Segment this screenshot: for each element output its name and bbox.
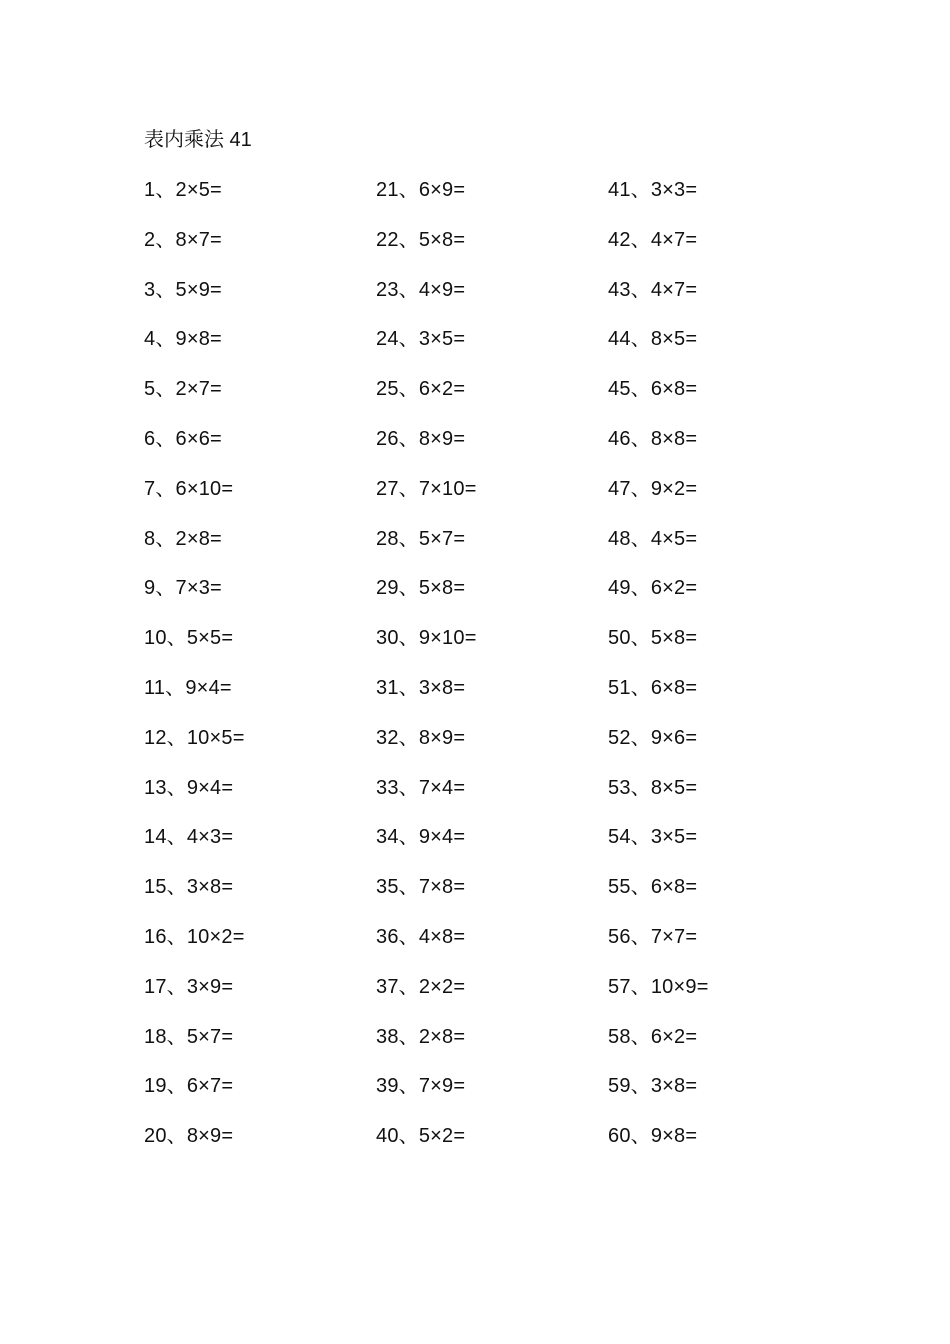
problem-item: 14、4×3= xyxy=(144,826,234,849)
problem-item: 46、8×8= xyxy=(608,427,698,450)
problem-item: 43、4×7= xyxy=(608,278,698,301)
problem-item: 33、7×4= xyxy=(376,776,466,799)
problem-item: 53、8×5= xyxy=(608,776,698,799)
problem-item: 45、6×8= xyxy=(608,378,698,401)
problem-item: 55、6×8= xyxy=(608,876,698,899)
problem-item: 41、3×3= xyxy=(608,179,698,201)
problem-item: 27、7×10= xyxy=(376,477,477,500)
problem-item: 49、6×2= xyxy=(608,577,698,600)
problem-item: 58、6×2= xyxy=(608,1025,698,1048)
problem-item: 22、5×8= xyxy=(376,228,466,251)
problem-item: 1、2×5= xyxy=(144,179,222,201)
problem-item: 36、4×8= xyxy=(376,925,466,948)
problem-item: 15、3×8= xyxy=(144,876,234,899)
problem-item: 2、8×7= xyxy=(144,228,222,251)
problem-item: 18、5×7= xyxy=(144,1025,234,1048)
problem-item: 56、7×7= xyxy=(608,925,698,948)
problem-item: 51、6×8= xyxy=(608,676,698,699)
problem-item: 30、9×10= xyxy=(376,627,477,650)
problem-item: 37、2×2= xyxy=(376,975,466,998)
problem-item: 47、9×2= xyxy=(608,477,698,500)
problem-item: 26、8×9= xyxy=(376,427,466,450)
problem-item: 9、7×3= xyxy=(144,577,222,600)
problem-item: 57、10×9= xyxy=(608,975,709,998)
problem-item: 16、10×2= xyxy=(144,925,245,948)
worksheet-title: 表内乘法 41 xyxy=(144,129,252,151)
problem-item: 34、9×4= xyxy=(376,826,466,849)
problem-item: 23、4×9= xyxy=(376,278,466,301)
problem-item: 35、7×8= xyxy=(376,876,466,899)
problem-item: 19、6×7= xyxy=(144,1075,234,1098)
problem-item: 44、8×5= xyxy=(608,328,698,351)
problem-item: 60、9×8= xyxy=(608,1125,698,1148)
problem-item: 39、7×9= xyxy=(376,1075,466,1098)
problem-item: 52、9×6= xyxy=(608,726,698,749)
problem-item: 50、5×8= xyxy=(608,627,698,650)
problem-item: 32、8×9= xyxy=(376,726,466,749)
problem-item: 4、9×8= xyxy=(144,328,222,351)
problem-item: 10、5×5= xyxy=(144,627,234,650)
problem-item: 12、10×5= xyxy=(144,726,245,749)
problem-item: 28、5×7= xyxy=(376,527,466,550)
problem-item: 59、3×8= xyxy=(608,1075,698,1098)
problem-item: 48、4×5= xyxy=(608,527,698,550)
problem-item: 8、2×8= xyxy=(144,527,222,550)
problem-item: 17、3×9= xyxy=(144,975,234,998)
problem-item: 5、2×7= xyxy=(144,378,222,401)
problem-item: 13、9×4= xyxy=(144,776,234,799)
problem-item: 3、5×9= xyxy=(144,278,222,301)
problem-grid xyxy=(144,176,844,1172)
problem-item: 7、6×10= xyxy=(144,477,234,500)
problem-item: 21、6×9= xyxy=(376,179,466,201)
problem-item: 42、4×7= xyxy=(608,228,698,251)
problem-item: 40、5×2= xyxy=(376,1125,466,1148)
problem-item: 54、3×5= xyxy=(608,826,698,849)
problem-item: 31、3×8= xyxy=(376,676,466,699)
problem-item: 38、2×8= xyxy=(376,1025,466,1048)
problem-item: 20、8×9= xyxy=(144,1125,234,1148)
problem-item: 11、9×4= xyxy=(144,676,232,699)
problem-item: 6、6×6= xyxy=(144,427,222,450)
problem-item: 24、3×5= xyxy=(376,328,466,351)
problem-item: 29、5×8= xyxy=(376,577,466,600)
problem-item: 25、6×2= xyxy=(376,378,466,401)
